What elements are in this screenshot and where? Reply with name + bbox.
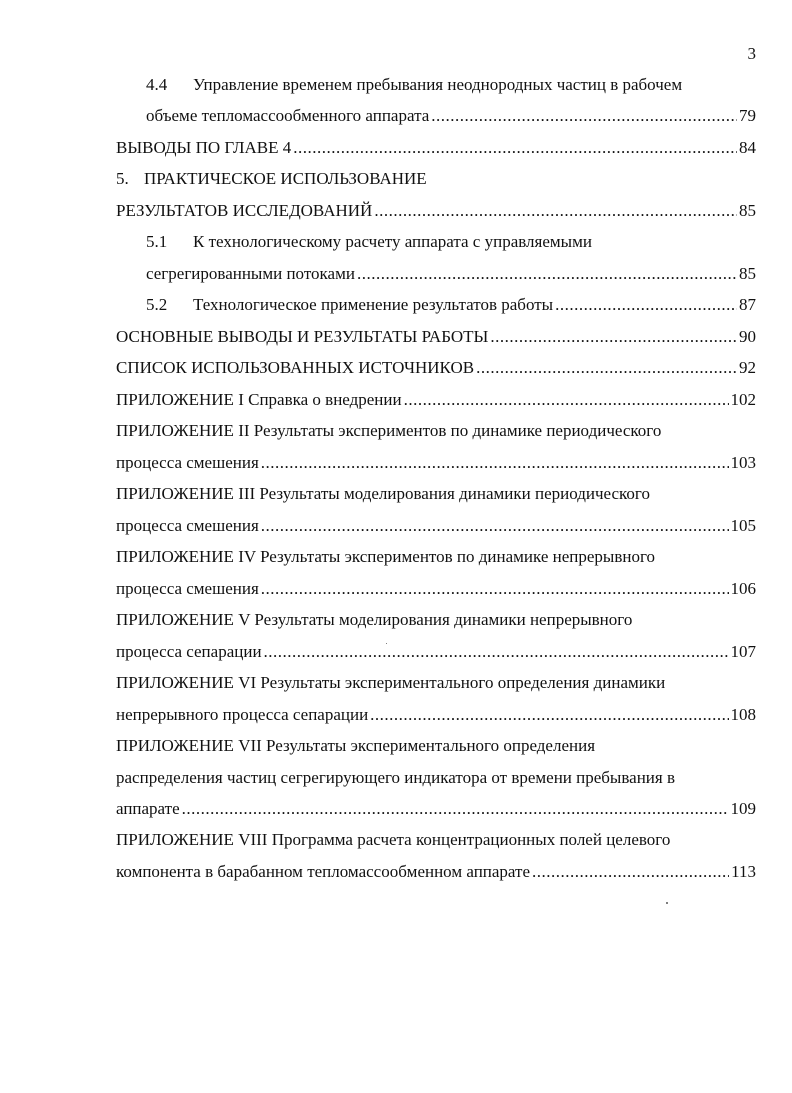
toc-entry-appendix-8-cont	[116, 862, 756, 882]
toc-entry-title: ПРАКТИЧЕСКОЕ ИСПОЛЬЗОВАНИЕ	[144, 169, 427, 188]
toc-entry-appendix-2: ПРИЛОЖЕНИЕ II Результаты экспериментов по динамике периодического	[116, 421, 662, 440]
toc-entry-appendix-7-line2: распределения частиц сегрегирующего индикатора от времени пребывания в	[116, 768, 675, 787]
toc-entry-title: СПИСОК ИСПОЛЬЗОВАННЫХ ИСТОЧНИКОВ	[116, 358, 475, 377]
toc-entry-chapter-5	[116, 169, 427, 189]
toc-entry-title: ОСНОВНЫЕ ВЫВОДЫ И РЕЗУЛЬТАТЫ РАБОТЫ	[116, 327, 489, 346]
toc-entry-5-1	[146, 232, 592, 252]
toc-entry-appendix-8: ПРИЛОЖЕНИЕ VIII Программа расчета концентрационных полей целевого	[116, 830, 671, 849]
toc-entry-appendix-5: ПРИЛОЖЕНИЕ V Результаты моделирования динамики непрерывного	[116, 610, 633, 629]
toc-entry-number: 5.1	[146, 232, 168, 251]
dot-leader	[476, 358, 737, 378]
dot-leader	[182, 799, 729, 819]
dot-leader	[370, 705, 728, 725]
toc-page-number: 113	[731, 862, 756, 881]
toc-entry-title: ПРИЛОЖЕНИЕ I Справка о внедрении	[116, 390, 402, 409]
toc-entry-title: Управление временем пребывания неоднородных частиц в рабочем	[193, 75, 683, 94]
dot-leader	[555, 295, 737, 315]
toc-entry-number: 4.4	[146, 75, 168, 94]
dot-leader	[261, 453, 729, 473]
toc-entry-appendix-6: ПРИЛОЖЕНИЕ VI Результаты экспериментального определения динамики	[116, 673, 666, 692]
page-number: 3	[747, 44, 756, 63]
scan-speck	[666, 902, 668, 904]
toc-entry-main-conclusions	[116, 327, 756, 347]
toc-entry-appendix-3: ПРИЛОЖЕНИЕ III Результаты моделирования динамики периодического	[116, 484, 650, 503]
toc-entry-appendix-5-cont	[116, 642, 756, 662]
dot-leader	[261, 579, 729, 599]
toc-page-number: 105	[730, 516, 756, 535]
toc-entry-title: процесса смешения	[116, 579, 259, 598]
dot-leader	[293, 138, 737, 158]
toc-page-number: 84	[739, 138, 756, 157]
toc-page-number: 92	[739, 358, 756, 377]
dot-leader	[374, 201, 737, 221]
toc-page-number: 85	[739, 264, 756, 283]
toc-entry-title: аппарате	[116, 799, 180, 818]
toc-entry-5-2	[146, 295, 756, 315]
toc-page-number: 85	[739, 201, 756, 220]
toc-entry-title: процесса смешения	[116, 453, 259, 472]
toc-entry-appendix-2-cont	[116, 453, 756, 473]
toc-entry-appendix-4-cont	[116, 579, 756, 599]
dot-leader	[357, 264, 737, 284]
toc-page-number: 103	[730, 453, 756, 472]
toc-entry-title: процесса сепарации	[116, 642, 262, 661]
toc-entry-appendix-4: ПРИЛОЖЕНИЕ IV Результаты экспериментов по динамике непрерывного	[116, 547, 656, 566]
scan-speck	[386, 643, 387, 644]
toc-entry-title: компонента в барабанном тепломассообменном аппарате	[116, 862, 531, 881]
toc-page-number: 102	[730, 390, 756, 409]
toc-entry-5-1-cont	[146, 264, 756, 284]
toc-entry-appendix-7: ПРИЛОЖЕНИЕ VII Результаты экспериментального определения	[116, 736, 596, 755]
toc-entry-4-4-cont	[146, 106, 756, 126]
toc-entry-chapter-5-cont	[116, 201, 756, 221]
dot-leader	[404, 390, 729, 410]
toc-page-number: 109	[730, 799, 756, 818]
toc-page-number: 90	[739, 327, 756, 346]
toc-entry-appendix-6-cont	[116, 705, 756, 725]
toc-entry-appendix-7-cont	[116, 799, 756, 819]
toc-entry-title: ВЫВОДЫ ПО ГЛАВЕ 4	[116, 138, 292, 157]
toc-entry-references	[116, 358, 756, 378]
dot-leader	[490, 327, 737, 347]
dot-leader	[261, 516, 729, 536]
toc-entry-title: непрерывного процесса сепарации	[116, 705, 369, 724]
toc-entry-title: К технологическому расчету аппарата с управляемыми	[193, 232, 592, 251]
toc-entry-conclusions-ch4	[116, 138, 756, 158]
toc-entry-appendix-1	[116, 390, 756, 410]
toc-entry-number: 5.2	[146, 295, 168, 314]
toc-page-number: 87	[739, 295, 756, 314]
toc-page-number: 79	[739, 106, 756, 125]
toc-entry-title: Технологическое применение результатов работы	[193, 295, 554, 314]
toc-entry-appendix-3-cont	[116, 516, 756, 536]
dot-leader	[431, 106, 737, 126]
toc-entry-number: 5.	[116, 169, 129, 188]
dot-leader	[532, 862, 729, 882]
dot-leader	[264, 642, 729, 662]
toc-entry-title: процесса смешения	[116, 516, 259, 535]
toc-page-number: 106	[730, 579, 756, 598]
toc-entry-4-4	[146, 75, 682, 95]
toc-page-number: 108	[730, 705, 756, 724]
toc-page-number: 107	[730, 642, 756, 661]
toc-entry-title: объеме тепломассообменного аппарата	[146, 106, 430, 125]
toc-entry-title: РЕЗУЛЬТАТОВ ИССЛЕДОВАНИЙ	[116, 201, 373, 220]
toc-entry-title: сегрегированными потоками	[146, 264, 355, 283]
